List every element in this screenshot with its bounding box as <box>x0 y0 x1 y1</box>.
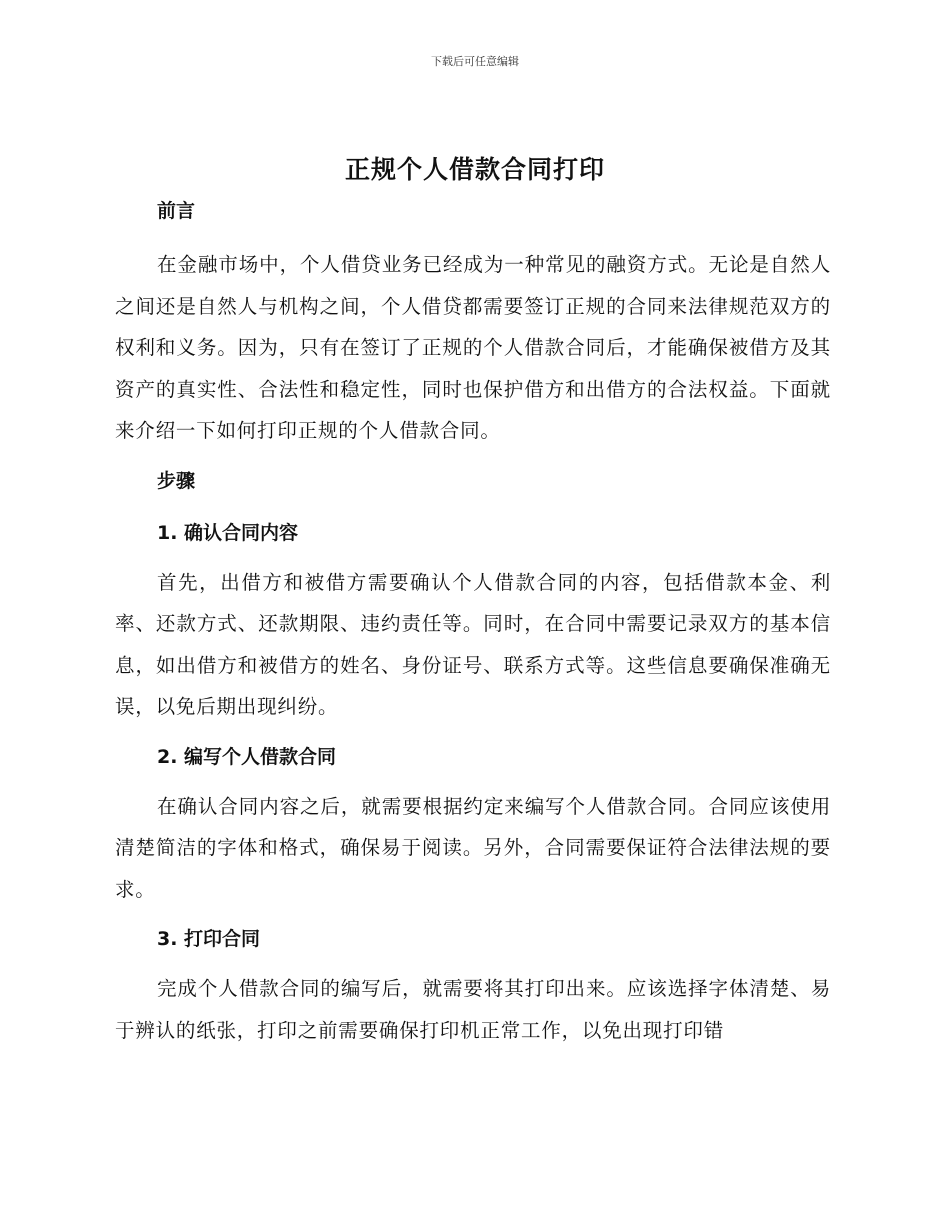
steps-heading: 步骤 <box>157 469 196 492</box>
document-body <box>115 196 831 1051</box>
page-header-note: 下载后可任意编辑 <box>431 55 519 68</box>
preface-paragraph: 在金融市场中，个人借贷业务已经成为一种常见的融资方式。无论是自然人之间还是自然人与机构之间，个人借贷都需要签订正规的合同来法律规范双方的权利和义务。因为，只有在签订了正规的个人借款合同后，才能确保被借方及其资产的真实性、合法性和稳定性，同时也保护借方和出借方的合法权益。下面就来介绍一下如何打印正规的个人借款合同。 <box>115 253 831 442</box>
preface-heading: 前言 <box>157 200 196 222</box>
step1-paragraph: 首先，出借方和被借方需要确认个人借款合同的内容，包括借款本金、利率、还款方式、还款期限、违约责任等。同时，在合同中需要记录双方的基本信息，如出借方和被借方的姓名、身份证号、联系方式等。这些信息要确保准确无误，以免后期出现纠纷。 <box>115 570 831 718</box>
step3-heading: 3. 打印合同 <box>157 928 261 950</box>
step2-heading: 2. 编写个人借款合同 <box>157 745 337 768</box>
step3-paragraph: 完成个人借款合同的编写后，就需要将其打印出来。应该选择字体清楚、易于辨认的纸张，打印之前需要确保打印机正常工作，以免出现打印错 <box>115 977 831 1042</box>
step1-heading: 1. 确认合同内容 <box>157 521 299 544</box>
step2-paragraph: 在确认合同内容之后，就需要根据约定来编写个人借款合同。合同应该使用清楚简洁的字体和格式，确保易于阅读。另外，合同需要保证符合法律法规的要求。 <box>115 794 831 901</box>
document-title: 正规个人借款合同打印 <box>344 155 605 184</box>
